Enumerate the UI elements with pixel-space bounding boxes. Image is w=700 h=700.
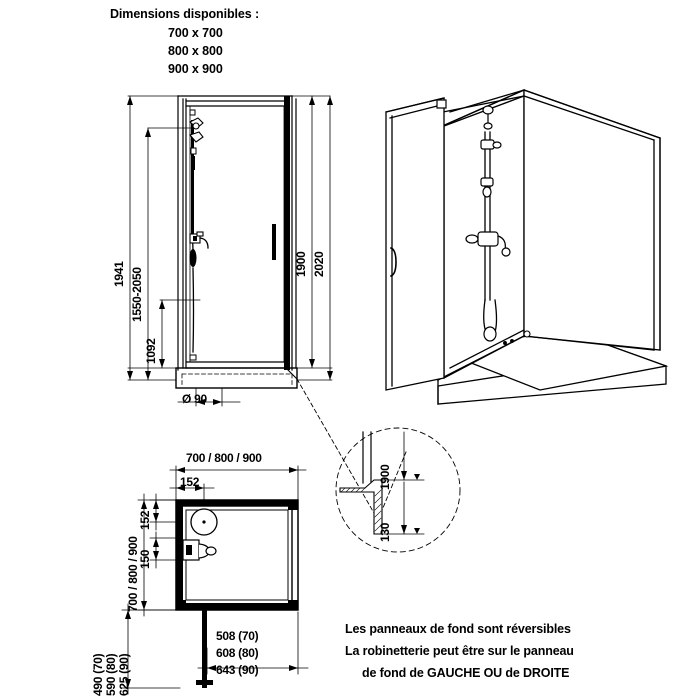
size-option-0: 700 x 700: [168, 26, 223, 40]
elevation-dim-drain-diameter: Ø 90: [182, 392, 207, 406]
plan-dim-depth: 700 / 800 / 900: [126, 536, 140, 612]
door-handle-elevation: [272, 224, 276, 260]
plan-dim-door-height-80: 590 (80): [104, 653, 118, 696]
plan-view: [122, 466, 308, 694]
note-line-2: La robinetterie peut être sur le panneau: [345, 644, 574, 658]
drain-center-mark: [202, 520, 205, 523]
plan-dim-width: 700 / 800 / 900: [186, 451, 262, 465]
plan-dim-door-width-70: 508 (70): [216, 629, 259, 643]
open-door-plan: [202, 610, 207, 688]
elevation-dim-1941: 1941: [112, 261, 126, 287]
plan-dim-door-width-80: 608 (80): [216, 646, 259, 660]
plan-dim-offset-150-left: 150: [138, 549, 152, 569]
available-dimensions-title: Dimensions disponibles :: [110, 7, 260, 21]
plan-dim-door-height-90: 625 (90): [117, 653, 131, 696]
elevation-dim-1550-2050: 1550-2050: [130, 267, 144, 322]
open-door-leaf: [386, 98, 444, 390]
detail-dim-1900: 1900: [378, 464, 392, 490]
elevation-dim-1900: 1900: [294, 251, 308, 277]
size-option-1: 800 x 800: [168, 44, 223, 58]
note-line-3: de fond de GAUCHE OU de DROITE: [362, 666, 570, 680]
detail-dim-130: 130: [378, 522, 392, 542]
note-line-1: Les panneaux de fond sont réversibles: [345, 622, 571, 636]
plan-dim-door-width-90: 643 (90): [216, 663, 259, 677]
plan-dim-offset-152-left: 152: [138, 510, 152, 530]
plan-dim-offset-152-top: 152: [180, 475, 200, 489]
plan-dim-door-height-70: 490 (70): [91, 653, 105, 696]
elevation-dim-1092: 1092: [144, 338, 158, 364]
size-option-2: 900 x 900: [168, 62, 223, 76]
elevation-dim-2020: 2020: [312, 251, 326, 277]
isometric-view: [386, 90, 666, 404]
